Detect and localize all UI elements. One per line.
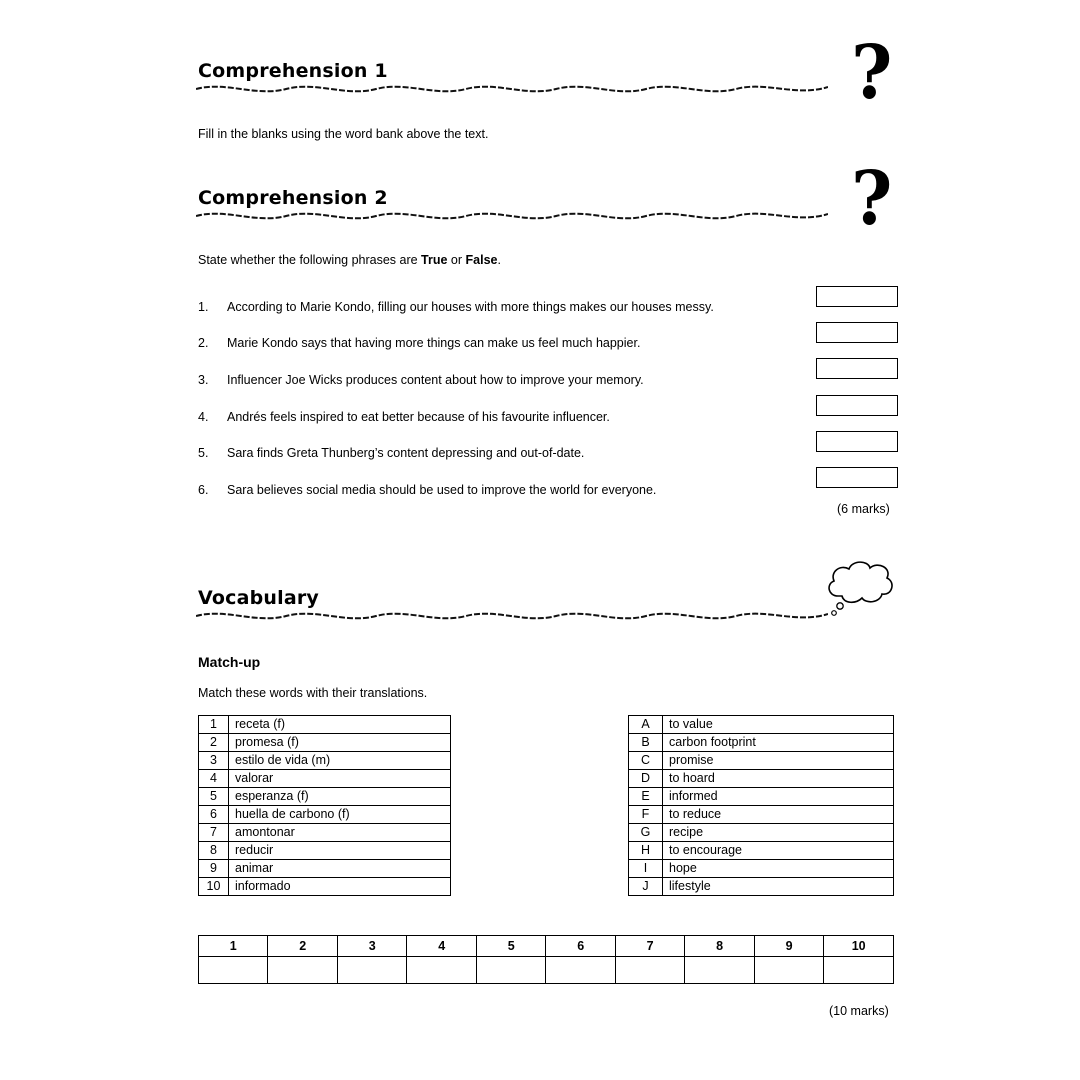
answer-cell[interactable] (685, 957, 754, 984)
spanish-word-table (198, 715, 451, 896)
row-letter: G (629, 824, 663, 842)
answer-header: 6 (546, 936, 615, 957)
table-row (629, 716, 894, 734)
answer-cell[interactable] (546, 957, 615, 984)
table-row (199, 788, 451, 806)
table-row (629, 734, 894, 752)
table-row (199, 806, 451, 824)
comprehension-1-title: Comprehension 1 (198, 60, 388, 82)
row-number: 2 (199, 734, 229, 752)
table-row (199, 770, 451, 788)
table-row (629, 878, 894, 896)
answer-cell[interactable] (199, 957, 268, 984)
comprehension-2-title: Comprehension 2 (198, 187, 388, 209)
question-text: Influencer Joe Wicks produces content about how to improve your memory. (227, 373, 644, 387)
wavy-divider (196, 606, 828, 628)
answer-cell[interactable] (824, 957, 894, 984)
row-number: 1 (199, 716, 229, 734)
question-mark-icon: ? (851, 30, 893, 116)
answer-header: 2 (268, 936, 337, 957)
row-letter: D (629, 770, 663, 788)
question-number: 1. (198, 300, 209, 314)
answer-cell[interactable] (754, 957, 823, 984)
question-text: Andrés feels inspired to eat better because of his favourite influencer. (227, 410, 610, 424)
wavy-divider (196, 206, 828, 228)
answer-header: 7 (615, 936, 684, 957)
answer-header: 8 (685, 936, 754, 957)
answer-box[interactable] (816, 467, 898, 488)
row-letter: C (629, 752, 663, 770)
row-letter: B (629, 734, 663, 752)
answer-cell[interactable] (337, 957, 406, 984)
table-row (629, 788, 894, 806)
answer-header: 9 (754, 936, 823, 957)
row-letter: I (629, 860, 663, 878)
question-mark-icon: ? (851, 156, 893, 242)
english-word: recipe (663, 824, 894, 842)
answer-cell[interactable] (407, 957, 476, 984)
spanish-word: valorar (229, 770, 451, 788)
answer-header: 3 (337, 936, 406, 957)
table-row (199, 734, 451, 752)
answer-box[interactable] (816, 431, 898, 452)
vocabulary-marks: (10 marks) (829, 1004, 889, 1018)
english-word: to encourage (663, 842, 894, 860)
row-number: 8 (199, 842, 229, 860)
spanish-word: amontonar (229, 824, 451, 842)
question-text: According to Marie Kondo, filling our houses with more things makes our houses messy. (227, 300, 714, 314)
row-number: 4 (199, 770, 229, 788)
table-row (629, 806, 894, 824)
table-row (199, 878, 451, 896)
english-word: hope (663, 860, 894, 878)
question-text: Sara believes social media should be used to improve the world for everyone. (227, 483, 657, 497)
table-row (199, 824, 451, 842)
comprehension-2-instruction: State whether the following phrases are True or False. (198, 253, 501, 267)
row-letter: F (629, 806, 663, 824)
row-number: 9 (199, 860, 229, 878)
table-row (629, 770, 894, 788)
comprehension-1-instruction: Fill in the blanks using the word bank above the text. (198, 127, 489, 141)
spanish-word: reducir (229, 842, 451, 860)
row-number: 5 (199, 788, 229, 806)
table-row (629, 824, 894, 842)
answer-cell[interactable] (268, 957, 337, 984)
answer-box[interactable] (816, 322, 898, 343)
row-letter: A (629, 716, 663, 734)
english-word: lifestyle (663, 878, 894, 896)
answer-box[interactable] (816, 286, 898, 307)
answer-cell[interactable] (615, 957, 684, 984)
question-text: Sara finds Greta Thunberg’s content depressing and out-of-date. (227, 446, 585, 460)
english-word: to hoard (663, 770, 894, 788)
english-word: promise (663, 752, 894, 770)
table-row (199, 860, 451, 878)
question-text: Marie Kondo says that having more things can make us feel much happier. (227, 336, 641, 350)
english-word: to reduce (663, 806, 894, 824)
row-number: 3 (199, 752, 229, 770)
row-letter: H (629, 842, 663, 860)
english-word-table (628, 715, 894, 896)
answer-grid (198, 935, 894, 984)
table-row (199, 752, 451, 770)
table-row (629, 842, 894, 860)
spanish-word: estilo de vida (m) (229, 752, 451, 770)
spanish-word: huella de carbono (f) (229, 806, 451, 824)
table-row (629, 860, 894, 878)
answer-header: 5 (476, 936, 545, 957)
answer-header: 10 (824, 936, 894, 957)
question-number: 5. (198, 446, 209, 460)
spanish-word: informado (229, 878, 451, 896)
answer-header: 1 (199, 936, 268, 957)
answer-grid-header (199, 936, 894, 957)
table-row (629, 752, 894, 770)
english-word: informed (663, 788, 894, 806)
spanish-word: promesa (f) (229, 734, 451, 752)
match-up-subheading: Match-up (198, 654, 261, 670)
spanish-word: animar (229, 860, 451, 878)
question-number: 3. (198, 373, 209, 387)
answer-box[interactable] (816, 395, 898, 416)
comprehension-2-marks: (6 marks) (837, 502, 890, 516)
spanish-word: esperanza (f) (229, 788, 451, 806)
answer-box[interactable] (816, 358, 898, 379)
answer-header: 4 (407, 936, 476, 957)
table-row (199, 716, 451, 734)
row-number: 6 (199, 806, 229, 824)
question-number: 4. (198, 410, 209, 424)
question-number: 2. (198, 336, 209, 350)
row-number: 7 (199, 824, 229, 842)
wavy-divider (196, 79, 828, 101)
english-word: carbon footprint (663, 734, 894, 752)
row-number: 10 (199, 878, 229, 896)
vocabulary-instruction: Match these words with their translations. (198, 686, 428, 700)
row-letter: J (629, 878, 663, 896)
table-row (199, 842, 451, 860)
answer-grid-row (199, 957, 894, 984)
vocabulary-title: Vocabulary (198, 587, 320, 609)
english-word: to value (663, 716, 894, 734)
answer-cell[interactable] (476, 957, 545, 984)
thought-bubble-icon (824, 556, 896, 618)
question-number: 6. (198, 483, 209, 497)
spanish-word: receta (f) (229, 716, 451, 734)
row-letter: E (629, 788, 663, 806)
